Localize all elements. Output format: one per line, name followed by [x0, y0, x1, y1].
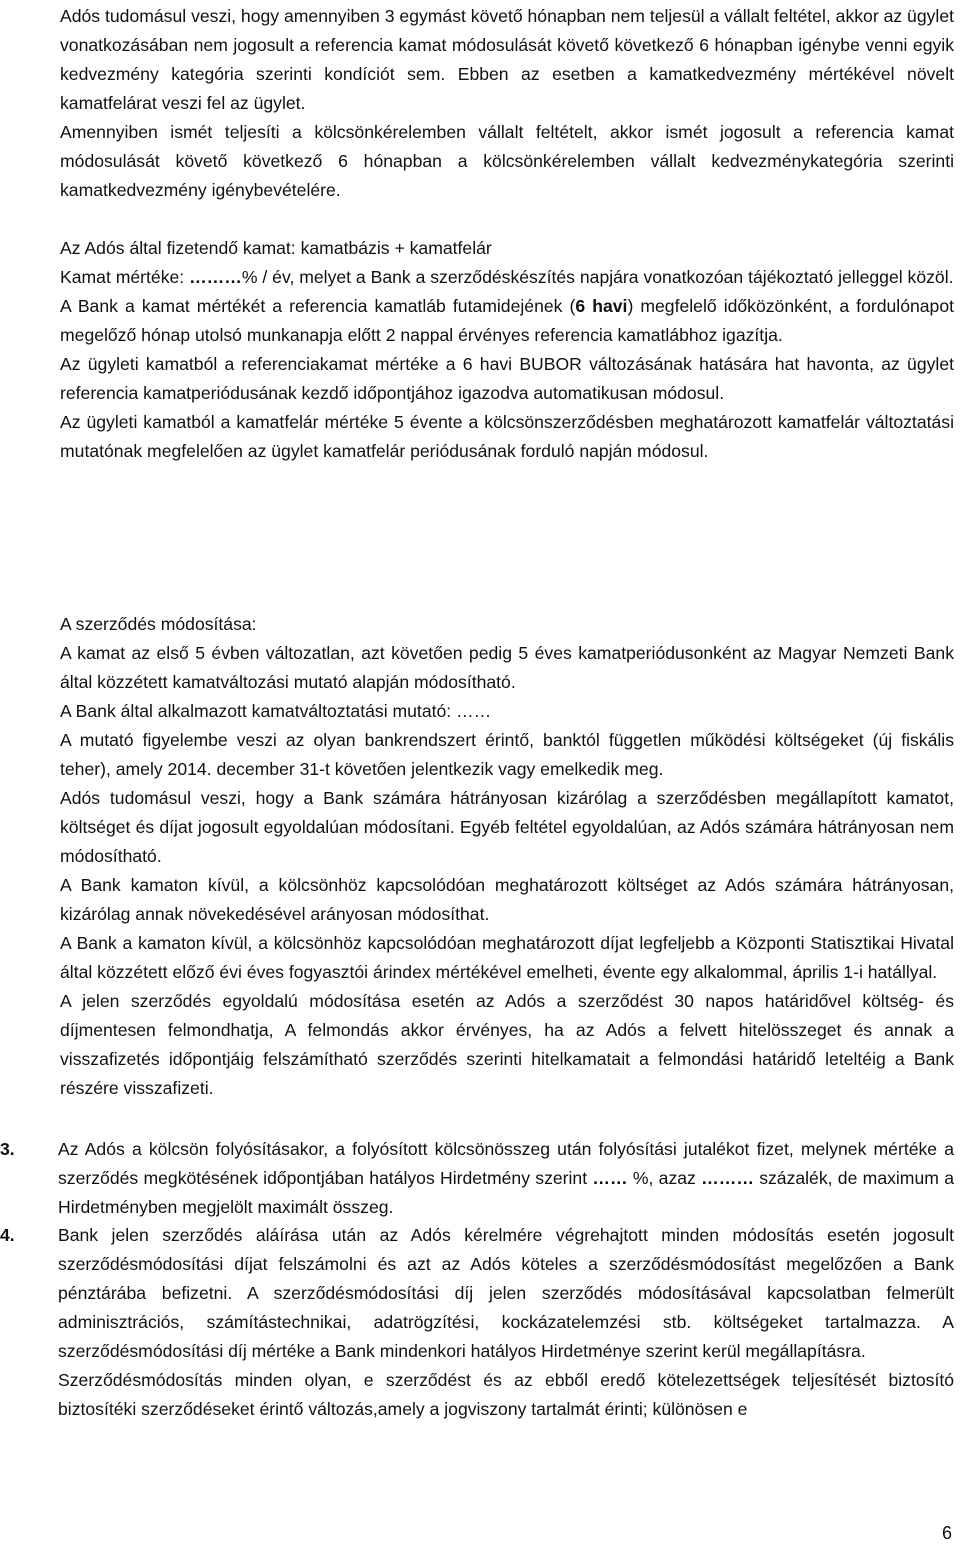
page-number: 6: [941, 1523, 952, 1543]
item-text: [58, 1135, 954, 1222]
item-number: 4.: [0, 1225, 15, 1245]
rate-blank: ………: [189, 267, 242, 287]
item-3-text-a: Az Adós a kölcsön folyósításakor, a folyósított kölcsönösszeg után folyósítási jutalékot fizet, melynek mértéke a szerződés megkötésének időpontjában hatályos Hirdetmény szerint: [58, 1139, 954, 1188]
modification-p5: A Bank kamaton kívül, a kölcsönhöz kapcsolódóan meghatározott költséget az Adós számára hátrányosan, kizárólag annak növekedésével arányosan módosíthat.: [60, 875, 954, 924]
modification-heading: A szerződés módosítása:: [60, 614, 257, 634]
interest-margin: Az ügyleti kamatból a kamatfelár mértéke 5 évente a kölcsönszerződésben meghatározott kamatfelár változtatási mutatónak megfelelően az ügylet kamatfelár periódusának forduló napján módosul.: [60, 412, 954, 461]
interest-formula: Az Adós által fizetendő kamat: kamatbázis + kamatfelár: [60, 238, 492, 258]
interest-bubor: Az ügyleti kamatból a referenciakamat mértéke a 6 havi BUBOR változásának hatására hat havonta, az ügylet referencia kamatperiódusának kezdő időpontjához igazodva automatikusan módosul.: [60, 354, 954, 403]
item-3-blank-1: ……: [592, 1168, 628, 1188]
rate-suffix: % / év, melyet a Bank a szerződéskészítés napjára vonatkozóan tájékoztató jelleggel közöl.: [241, 267, 954, 287]
modification-p3: A mutató figyelembe veszi az olyan bankrendszert érintő, banktól független működési költségeket (új fiskális teher), amely 2014. december 31-t követően jelentkezik vagy emelkedik meg.: [60, 730, 954, 779]
modification-p7: A jelen szerződés egyoldalú módosítása esetén az Adós a szerződést 30 napos határidővel költség- és díjmentesen felmondhatja, A felmondás akkor érvényes, ha az Adós a felvett hitelösszeget és annak a visszafizetés időpontjáig felszámítható szerződés szerinti hitelkamatait a felmondási határidő leteltéig a Bank részére visszafizeti.: [60, 991, 954, 1098]
item-number: 3.: [0, 1139, 15, 1159]
modification-p2: A Bank által alkalmazott kamatváltoztatási mutató: ……: [60, 701, 492, 721]
modification-section: [60, 610, 954, 1103]
adjust-suffix: ) megfelelő időközönként, a fordulónapot megelőző hónap utolsó munkanapja előtt 2 nappal érvényes referencia kamatlábhoz igazítja.: [60, 296, 955, 345]
rate-prefix: Kamat mértéke:: [60, 267, 190, 287]
paragraph-reeligibility: Amennyiben ismét teljesíti a kölcsönkérelemben vállalt feltételt, akkor ismét jogosult a referencia kamat módosulását követő következő 6 hónapban a kölcsönkérelemben vállalt kedvezménykategória szerinti kamatkedvezmény igénybevételére.: [60, 122, 954, 200]
item-4-paragraph: Bank jelen szerződés aláírása után az Adós kérelmére végrehajtott minden módosítás esetén jogosult szerződésmódosítási díjat felszámolni és azt az Adós köteles a szerződésmódosítást megelőzően a Bank pénztárába befizetni. A szerződésmódosítási díj jelen szerződés módosításával kapcsolatban felmerült adminisztrációs, számítástechnikai, adatrögzítési, kockázatelemzési stb. költségeket tartalmazza. A szerződésmódosítási díj mértéke a Bank mindenkori hatályos Hirdetménye szerint kerül megállapításra.: [58, 1225, 954, 1361]
modification-p1: A kamat az első 5 évben változatlan, azt követően pedig 5 éves kamatperiódusonként az Magyar Nemzeti Bank által közzétett kamatváltozási mutató alapján módosítható.: [60, 643, 954, 692]
modification-p6: A Bank a kamaton kívül, a kölcsönhöz kapcsolódóan meghatározott díjat legfeljebb a Központi Statisztikai Hivatal által közzétett előző évi éves fogyasztói árindex mértékével emelheti, évente egy alkalommal, április 1-i hatállyal.: [60, 933, 954, 982]
top-section: [60, 2, 954, 205]
item-text: [58, 1221, 954, 1424]
interest-section: [60, 234, 954, 466]
paragraph-consequence: Adós tudomásul veszi, hogy amennyiben 3 egymást követő hónapban nem teljesül a vállalt feltétel, akkor az ügylet vonatkozásában nem jogosult a referencia kamat módosulását követő következő 6 hónapban igénybe venni egyik kedvezmény kategória szerinti kondíciót sem. Ebben az esetben a kamatkedvezmény mértékével növelt kamatfelárat veszi fel az ügylet.: [60, 6, 954, 113]
adjust-bold: 6 havi: [575, 296, 628, 316]
item-3-text-b: %, azaz: [627, 1168, 702, 1188]
item-3-blank-2: ………: [701, 1168, 754, 1188]
interest-adjustment: [60, 292, 954, 350]
adjust-prefix: A Bank a kamat mértékét a referencia kamatláb futamidejének (: [60, 296, 576, 316]
item-4-continuation: Szerződésmódosítás minden olyan, e szerződést és az ebből eredő kötelezettségek teljesítését biztosító biztosítéki szerződéseket érintő változás,amely a jogviszony tartalmát érinti; különösen e: [58, 1370, 954, 1419]
modification-p4: Adós tudomásul veszi, hogy a Bank számára hátrányosan kizárólag a szerződésben megállapított kamatot, költséget és díjat jogosult egyoldalúan módosítani. Egyéb feltétel egyoldalúan, az Adós számára hátrányosan nem módosítható.: [60, 788, 954, 866]
interest-rate: [60, 263, 954, 292]
item-3-text-c: százalék, de maximum a Hirdetményben megjelölt maximált összeg.: [58, 1168, 954, 1217]
